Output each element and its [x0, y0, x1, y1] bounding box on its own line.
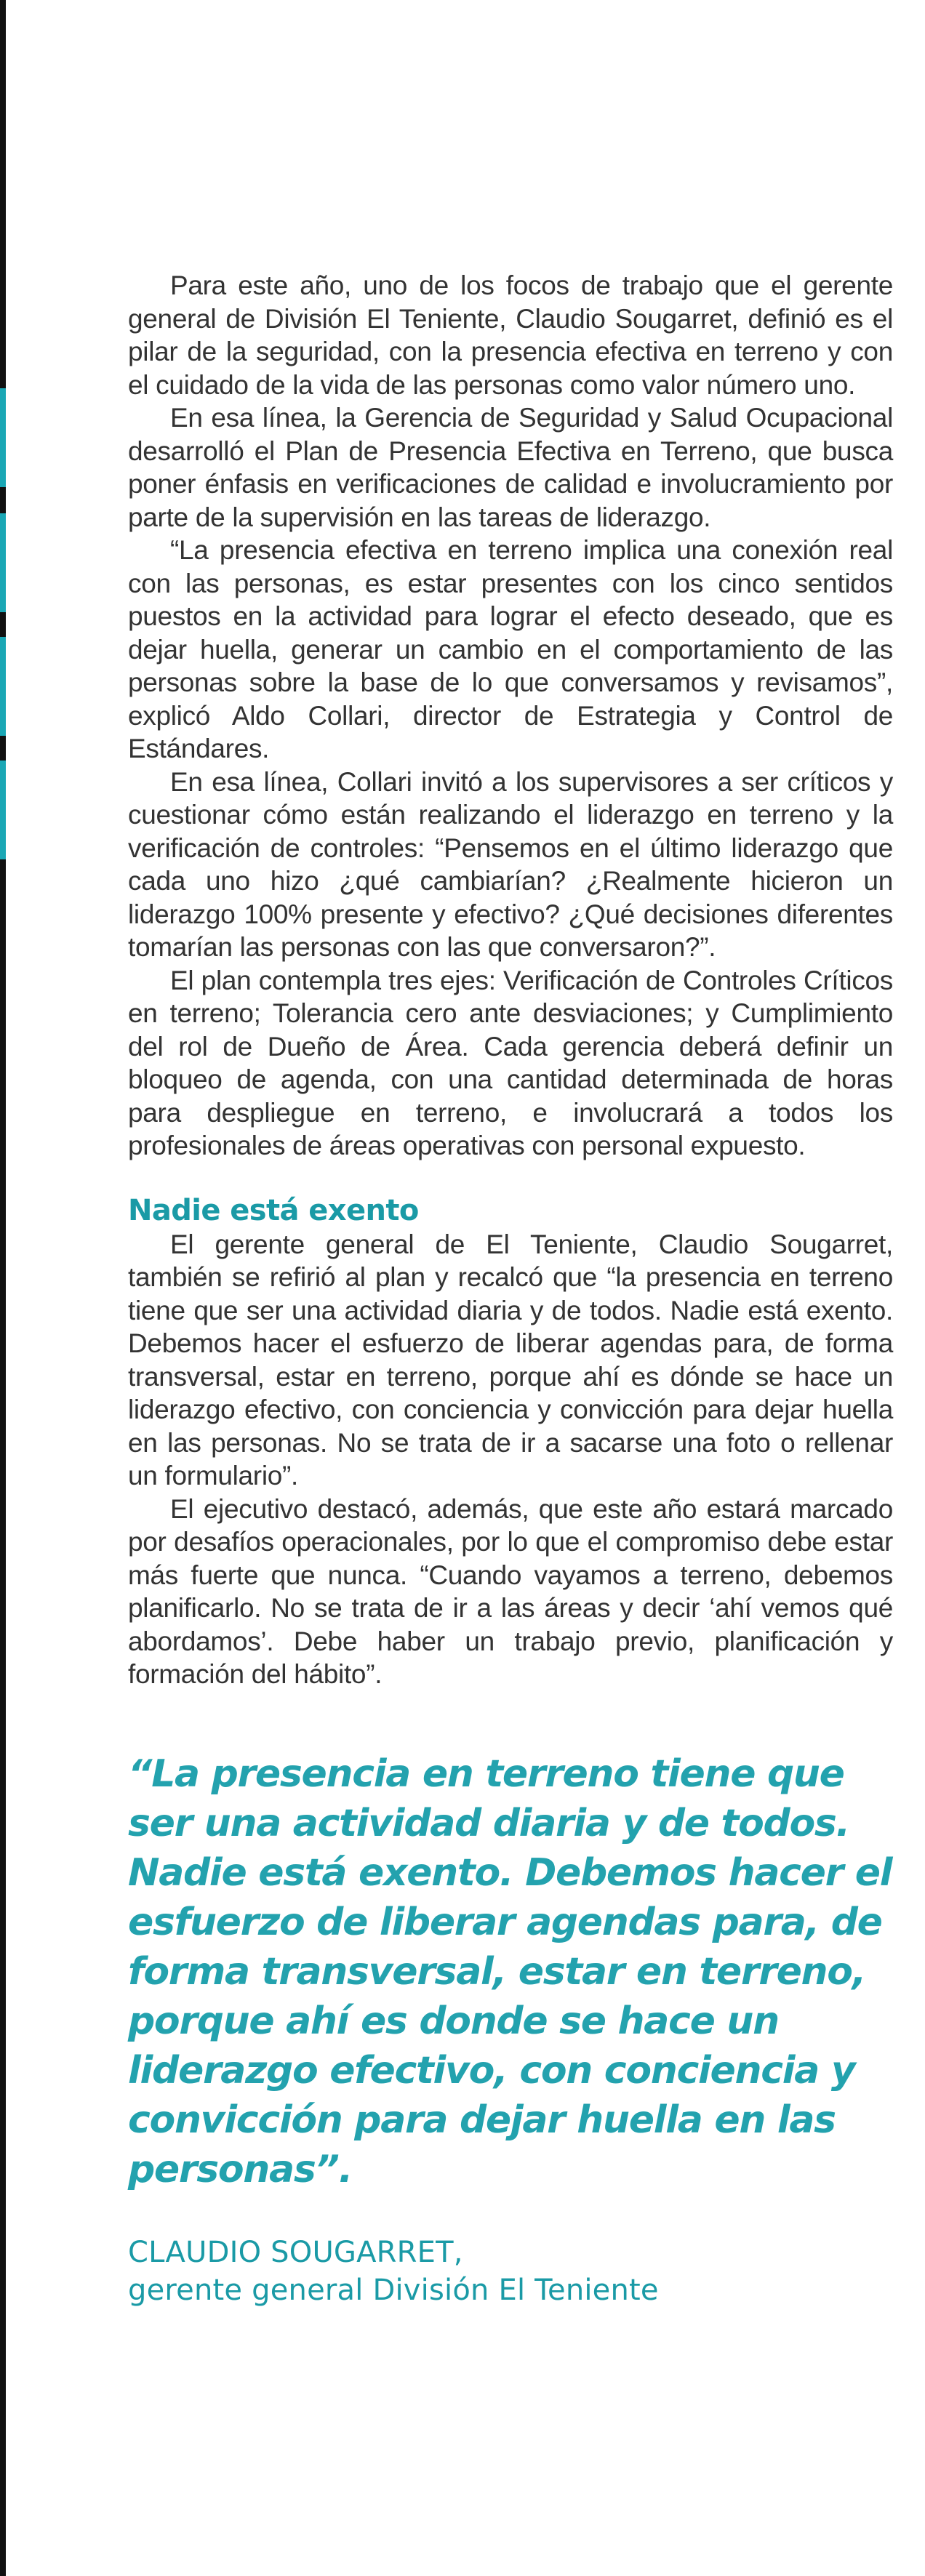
section-tab-marker: [0, 513, 6, 612]
article-paragraph: El ejecutivo destacó, además, que este año estará marcado por desafíos operacionales, por lo que el compromiso debe estar más fuerte que nunca. “Cuando vayamos a terreno, debemos planificarlo. No se trata de ir a las áreas y decir ‘ahí vemos qué abordamos’. Debe haber un trabajo previo, planificación y formación del hábito”.: [128, 1493, 893, 1689]
article-paragraph: El plan contempla tres ejes: Verificación de Controles Críticos en terreno; Tolerancia cero ante desviaciones; y Cumplimiento del rol de Dueño de Área. Cada gerencia deberá definir un bloqueo de agenda, con una cantidad determinada de horas para despliegue en terreno, e involucrará a todos los profesionales de áreas operativas con personal expuesto.: [128, 965, 893, 1160]
article-content: [128, 269, 893, 2309]
attribution-name: CLAUDIO SOUGARRET,: [128, 2235, 463, 2269]
attribution-role: gerente general División El Teniente: [128, 2273, 659, 2307]
section-heading: Nadie está exento: [128, 1193, 419, 1227]
article-paragraph: Para este año, uno de los focos de trabajo que el gerente general de División El Teniente, Claudio Sougarret, definió es el pilar de la seguridad, con la presencia efectiva en terreno y con el cuidado de la vida de las personas como valor número uno.: [128, 270, 893, 400]
pull-quote: “La presencia en terreno tiene que ser una actividad diaria y de todos. Nadie está exento. Debemos hacer el esfuerzo de liberar agendas para, de forma transversal, estar en terreno, porque ahí es donde se hace un liderazgo efectivo, con conciencia y convicción para dejar huella en las personas”.: [128, 1752, 892, 2191]
article-paragraph: En esa línea, Collari invitó a los supervisores a ser críticos y cuestionar cómo están realizando el liderazgo en terreno y la verificación de controles: “Pensemos en el último liderazgo que cada uno hizo ¿qué cambiarían? ¿Realmente hicieron un liderazgo 100% presente y efectivo? ¿Qué decisiones diferentes tomarían las personas con las que conversaron?”.: [128, 766, 893, 962]
article-body-section-2: [128, 1228, 893, 1691]
article-body: [128, 269, 893, 1163]
article-paragraph: El gerente general de El Teniente, Claudio Sougarret, también se refirió al plan y recalcó que “la presencia en terreno tiene que ser una actividad diaria y de todos. Nadie está exento. Debemos hacer el esfuerzo de liberar agendas para, de forma transversal, estar en terreno, porque ahí es dónde se hace un liderazgo efectivo, con conciencia y convicción para dejar huella en las personas. No se trata de ir a sacarse una foto o rellenar un formulario”.: [128, 1229, 893, 1490]
section-tab-marker: [0, 761, 6, 859]
section-tab-marker: [0, 388, 6, 487]
left-edge-bar: [0, 0, 6, 2576]
quote-attribution: [128, 2234, 893, 2309]
article-paragraph: En esa línea, la Gerencia de Seguridad y Salud Ocupacional desarrolló el Plan de Presencia Efectiva en Terreno, que busca poner énfasis en verificaciones de calidad e involucramiento por parte de la supervisión en las tareas de liderazgo.: [128, 403, 893, 532]
article-paragraph: “La presencia efectiva en terreno implica una conexión real con las personas, es estar presentes con los cinco sentidos puestos en la actividad para lograr el efecto deseado, que es dejar huella, generar un cambio en el comportamiento de las personas sobre la base de lo que conversamos y revisamos”, explicó Aldo Collari, director de Estrategia y Control de Estándares.: [128, 535, 893, 763]
section-tab-marker: [0, 637, 6, 736]
